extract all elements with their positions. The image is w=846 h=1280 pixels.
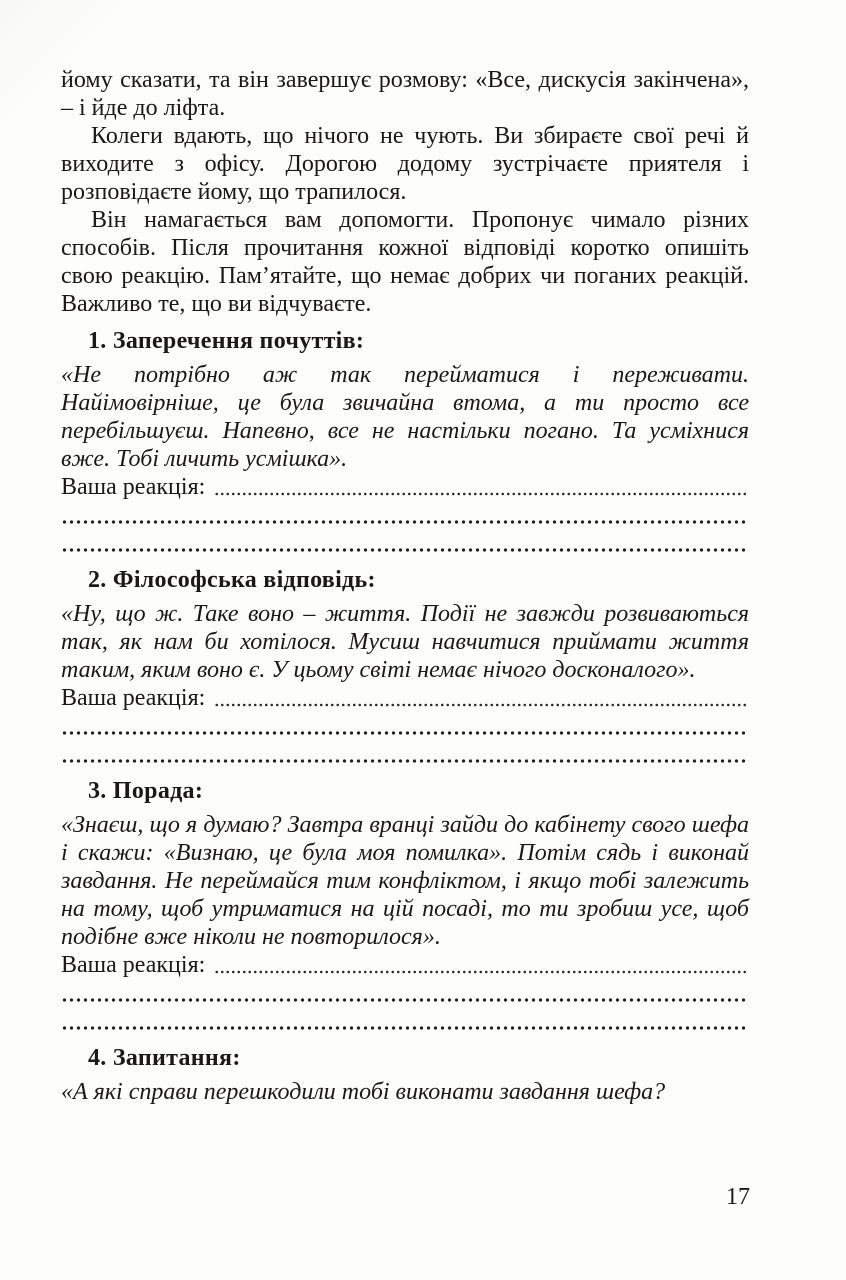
exercise-section — [61, 327, 749, 557]
reaction-line — [61, 473, 749, 501]
write-in-dots — [214, 951, 749, 979]
intro-text — [61, 66, 749, 318]
section-quote: «Ну, що ж. Таке воно – життя. Події не завжди розвиваються так, як нам би хотілося. Мусиш навчитися приймати життя таким, яким воно є. У цьому світі немає нічого досконалого». — [61, 601, 749, 683]
reaction-label: Ваша реакція: — [61, 952, 206, 978]
section-heading: 3. Порада: — [88, 778, 204, 804]
page-number: 17 — [726, 1184, 750, 1210]
reaction-label: Ваша реакція: — [61, 685, 206, 711]
write-in-dotted-line — [61, 1007, 749, 1035]
write-in-lines — [61, 712, 749, 768]
reaction-label: Ваша реакція: — [61, 474, 206, 500]
reaction-line — [61, 684, 749, 712]
write-in-dots — [214, 684, 749, 712]
body-paragraph: йому сказати, та він завершує розмову: «Все, дискусія закінчена», – і йде до ліфта. — [61, 67, 749, 121]
write-in-dotted-line — [61, 740, 749, 768]
section-quote: «А які справи перешкодили тобі виконати завдання шефа? — [61, 1079, 666, 1105]
exercise-sections — [61, 327, 749, 1106]
write-in-lines — [61, 979, 749, 1035]
body-paragraph: Колеги вдають, що нічого не чують. Ви збираєте свої речі й виходите з офісу. Дорогою додому зустрічаєте приятеля і розповідаєте йому, що трапилося. — [61, 123, 749, 205]
page-content — [61, 66, 749, 1106]
write-in-lines — [61, 501, 749, 557]
section-heading: 1. Заперечення почуттів: — [88, 328, 365, 354]
exercise-section — [61, 777, 749, 1035]
section-quote: «Знаєш, що я думаю? Завтра вранці зайди до кабінету свого шефа і скажи: «Визнаю, це була моя помилка». Потім сядь і виконай завдання. Не переймайся тим конфліктом, і якщо тобі залежить на тому, щоб утриматися на цій посаді, то ти зробиш усе, щоб подібне вже ніколи не повторилося». — [61, 812, 749, 950]
exercise-section — [61, 566, 749, 768]
write-in-dots — [214, 473, 749, 501]
write-in-dotted-line — [61, 979, 749, 1007]
body-paragraph: Він намагається вам допомогти. Пропонує чимало різних способів. Після прочитання кожної відповіді коротко опишіть свою реакцію. Пам’ятайте, що немає добрих чи поганих реакцій. Важливо те, що ви відчуваєте. — [61, 207, 749, 317]
write-in-dotted-line — [61, 712, 749, 740]
write-in-dotted-line — [61, 529, 749, 557]
section-quote: «Не потрібно аж так перейматися і переживати. Найімовірніше, це була звичайна втома, а ти просто все перебільшуєш. Напевно, все не настільки погано. Та усміхнися вже. Тобі личить усмішка». — [61, 362, 749, 472]
exercise-section — [61, 1044, 749, 1106]
section-heading: 4. Запитання: — [88, 1045, 241, 1071]
section-heading: 2. Філософська відповідь: — [88, 567, 376, 593]
write-in-dotted-line — [61, 501, 749, 529]
reaction-line — [61, 951, 749, 979]
